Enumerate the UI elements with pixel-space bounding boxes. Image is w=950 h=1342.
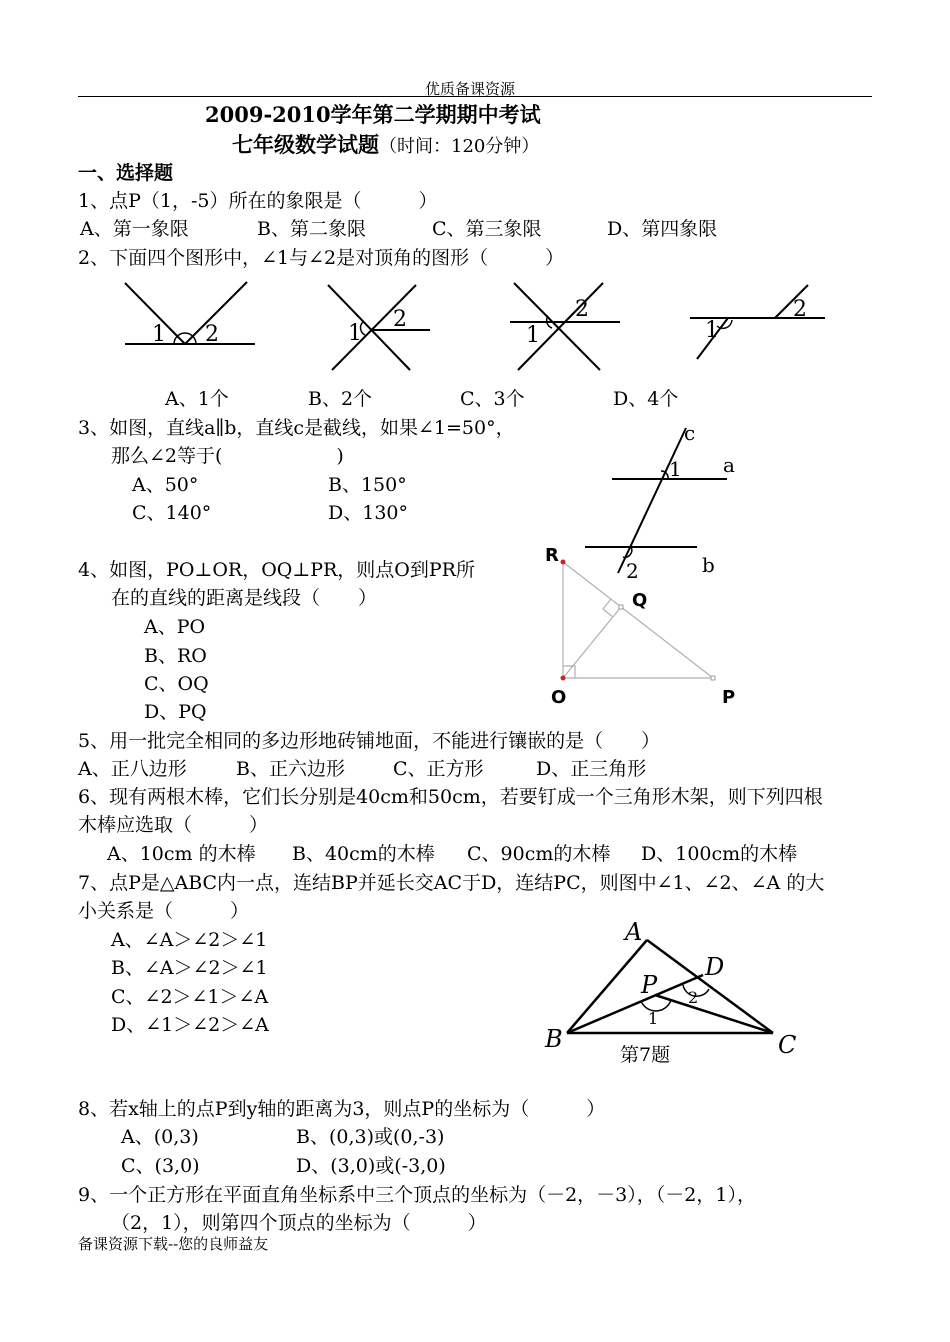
- section-heading: 一、选择题: [78, 162, 174, 184]
- footer-text: 备课资源下载--您的良师益友: [78, 1235, 269, 1253]
- q4-label-q: Q: [632, 590, 648, 611]
- q6-option-d: D、100cm的木棒: [641, 843, 798, 865]
- q7-label-angle1: 1: [648, 1009, 659, 1028]
- q8-option-a: A、(0,3): [121, 1126, 199, 1148]
- q7-caption: 第7题: [620, 1044, 671, 1066]
- q5-stem: 5、用一批完全相同的多边形地砖铺地面，不能进行镶嵌的是（ ）: [78, 730, 661, 752]
- q3-label-b: b: [702, 553, 715, 577]
- q7-label-p: P: [641, 971, 658, 999]
- q5-option-b: B、正六边形: [236, 758, 345, 780]
- q5-option-a: A、正八边形: [78, 758, 187, 780]
- q7-option-b: B、∠A＞∠2＞∠1: [111, 957, 268, 979]
- q7-option-c: C、∠2＞∠1＞∠A: [111, 986, 269, 1008]
- q3-stem-line2: 那么∠2等于( ): [111, 445, 344, 467]
- q2-fig4-label-2: 2: [793, 297, 807, 322]
- q4-stem-line1: 4、如图，PO⊥OR，OQ⊥PR，则点O到PR所: [78, 559, 475, 581]
- q8-option-d: D、(3,0)或(-3,0): [296, 1155, 446, 1177]
- q7-label-a: A: [625, 918, 643, 946]
- q6-option-a: A、10cm 的木棒: [107, 843, 256, 865]
- q4-option-d: D、PQ: [144, 701, 207, 723]
- q1-option-d: D、第四象限: [607, 218, 718, 240]
- q5-option-c: C、正方形: [393, 758, 484, 780]
- q3-label-a: a: [723, 453, 735, 477]
- q4-stem-line2: 在的直线的距离是线段（ ）: [111, 587, 378, 609]
- q8-option-c: C、(3,0): [121, 1155, 200, 1177]
- subtitle-main: 七年级数学试题: [232, 132, 379, 157]
- q2-fig2-label-2: 2: [393, 307, 407, 332]
- q6-option-c: C、90cm的木棒: [467, 843, 611, 865]
- q3-label-angle1: 1: [669, 457, 682, 481]
- q3-option-d: D、130°: [328, 502, 408, 524]
- q3-option-a: A、50°: [132, 474, 199, 496]
- q3-option-c: C、140°: [132, 502, 212, 524]
- q7-stem-line2: 小关系是（ ）: [78, 900, 250, 922]
- q2-fig3-label-1: 1: [526, 323, 540, 348]
- q7-label-d: D: [705, 953, 725, 981]
- q1-option-a: A、第一象限: [80, 218, 189, 240]
- q1-option-c: C、第三象限: [432, 218, 542, 240]
- q9-stem-line1: 9、一个正方形在平面直角坐标系中三个顶点的坐标为（－2，－3），（－2，1），: [78, 1184, 756, 1206]
- q2-option-a: A、1个: [165, 388, 229, 410]
- q7-label-c: C: [778, 1031, 797, 1059]
- q2-fig3-label-2: 2: [575, 297, 589, 322]
- q5-option-d: D、正三角形: [536, 758, 647, 780]
- q2-stem: 2、下面四个图形中，∠1与∠2是对顶角的图形（ ）: [78, 247, 565, 269]
- q3-label-c: c: [684, 421, 696, 445]
- q3-stem-line1: 3、如图，直线a∥b，直线c是截线，如果∠1=50°，: [78, 417, 515, 439]
- q6-stem-line1: 6、现有两根木棒，它们长分别是40cm和50cm，若要钉成一个三角形木架，则下列四根: [78, 786, 823, 808]
- q3-option-b: B、150°: [328, 474, 407, 496]
- q7-option-d: D、∠1＞∠2＞∠A: [111, 1014, 269, 1036]
- q4-label-r: R: [545, 545, 559, 566]
- q6-option-b: B、40cm的木棒: [292, 843, 435, 865]
- q6-stem-line2: 木棒应选取（ ）: [78, 814, 269, 836]
- q2-option-c: C、3个: [460, 388, 525, 410]
- q1-stem: 1、点P（1，-5）所在的象限是（ ）: [78, 190, 438, 212]
- q2-fig2-label-1: 1: [348, 321, 362, 346]
- q7-stem-line1: 7、点P是△ABC内一点，连结BP并延长交AC于D，连结PC，则图中∠1、∠2、∠A 的大: [78, 872, 825, 894]
- q9-stem-line2: （2，1），则第四个顶点的坐标为（ ）: [111, 1212, 487, 1234]
- q7-label-angle2: 2: [688, 988, 699, 1007]
- q8-stem: 8、若x轴上的点P到y轴的距离为3，则点P的坐标为（ ）: [78, 1098, 606, 1120]
- exam-title: 2009-2010学年第二学期期中考试: [205, 102, 541, 127]
- q4-option-c: C、OQ: [144, 673, 209, 695]
- q2-option-b: B、2个: [308, 388, 373, 410]
- q2-fig1-label-1: 1: [152, 322, 166, 347]
- q7-option-a: A、∠A＞∠2＞∠1: [111, 929, 268, 951]
- header-text: 优质备课资源: [425, 80, 516, 98]
- q2-fig1-label-2: 2: [205, 322, 219, 347]
- q3-label-angle2: 2: [626, 559, 639, 583]
- q8-option-b: B、(0,3)或(0,-3): [296, 1126, 445, 1148]
- q4-label-p: P: [722, 687, 736, 708]
- q7-side-ab: [567, 940, 647, 1033]
- q4-label-o: O: [551, 687, 567, 708]
- q4-option-a: A、PO: [144, 616, 206, 638]
- q2-fig4-label-1: 1: [705, 318, 719, 343]
- q4-option-b: B、RO: [144, 645, 207, 667]
- q2-option-d: D、4个: [613, 388, 679, 410]
- subtitle-note: （时间：120分钟）: [379, 136, 540, 157]
- q7-label-b: B: [545, 1025, 563, 1053]
- q7-segment-pc: [655, 995, 773, 1033]
- q1-option-b: B、第二象限: [257, 218, 366, 240]
